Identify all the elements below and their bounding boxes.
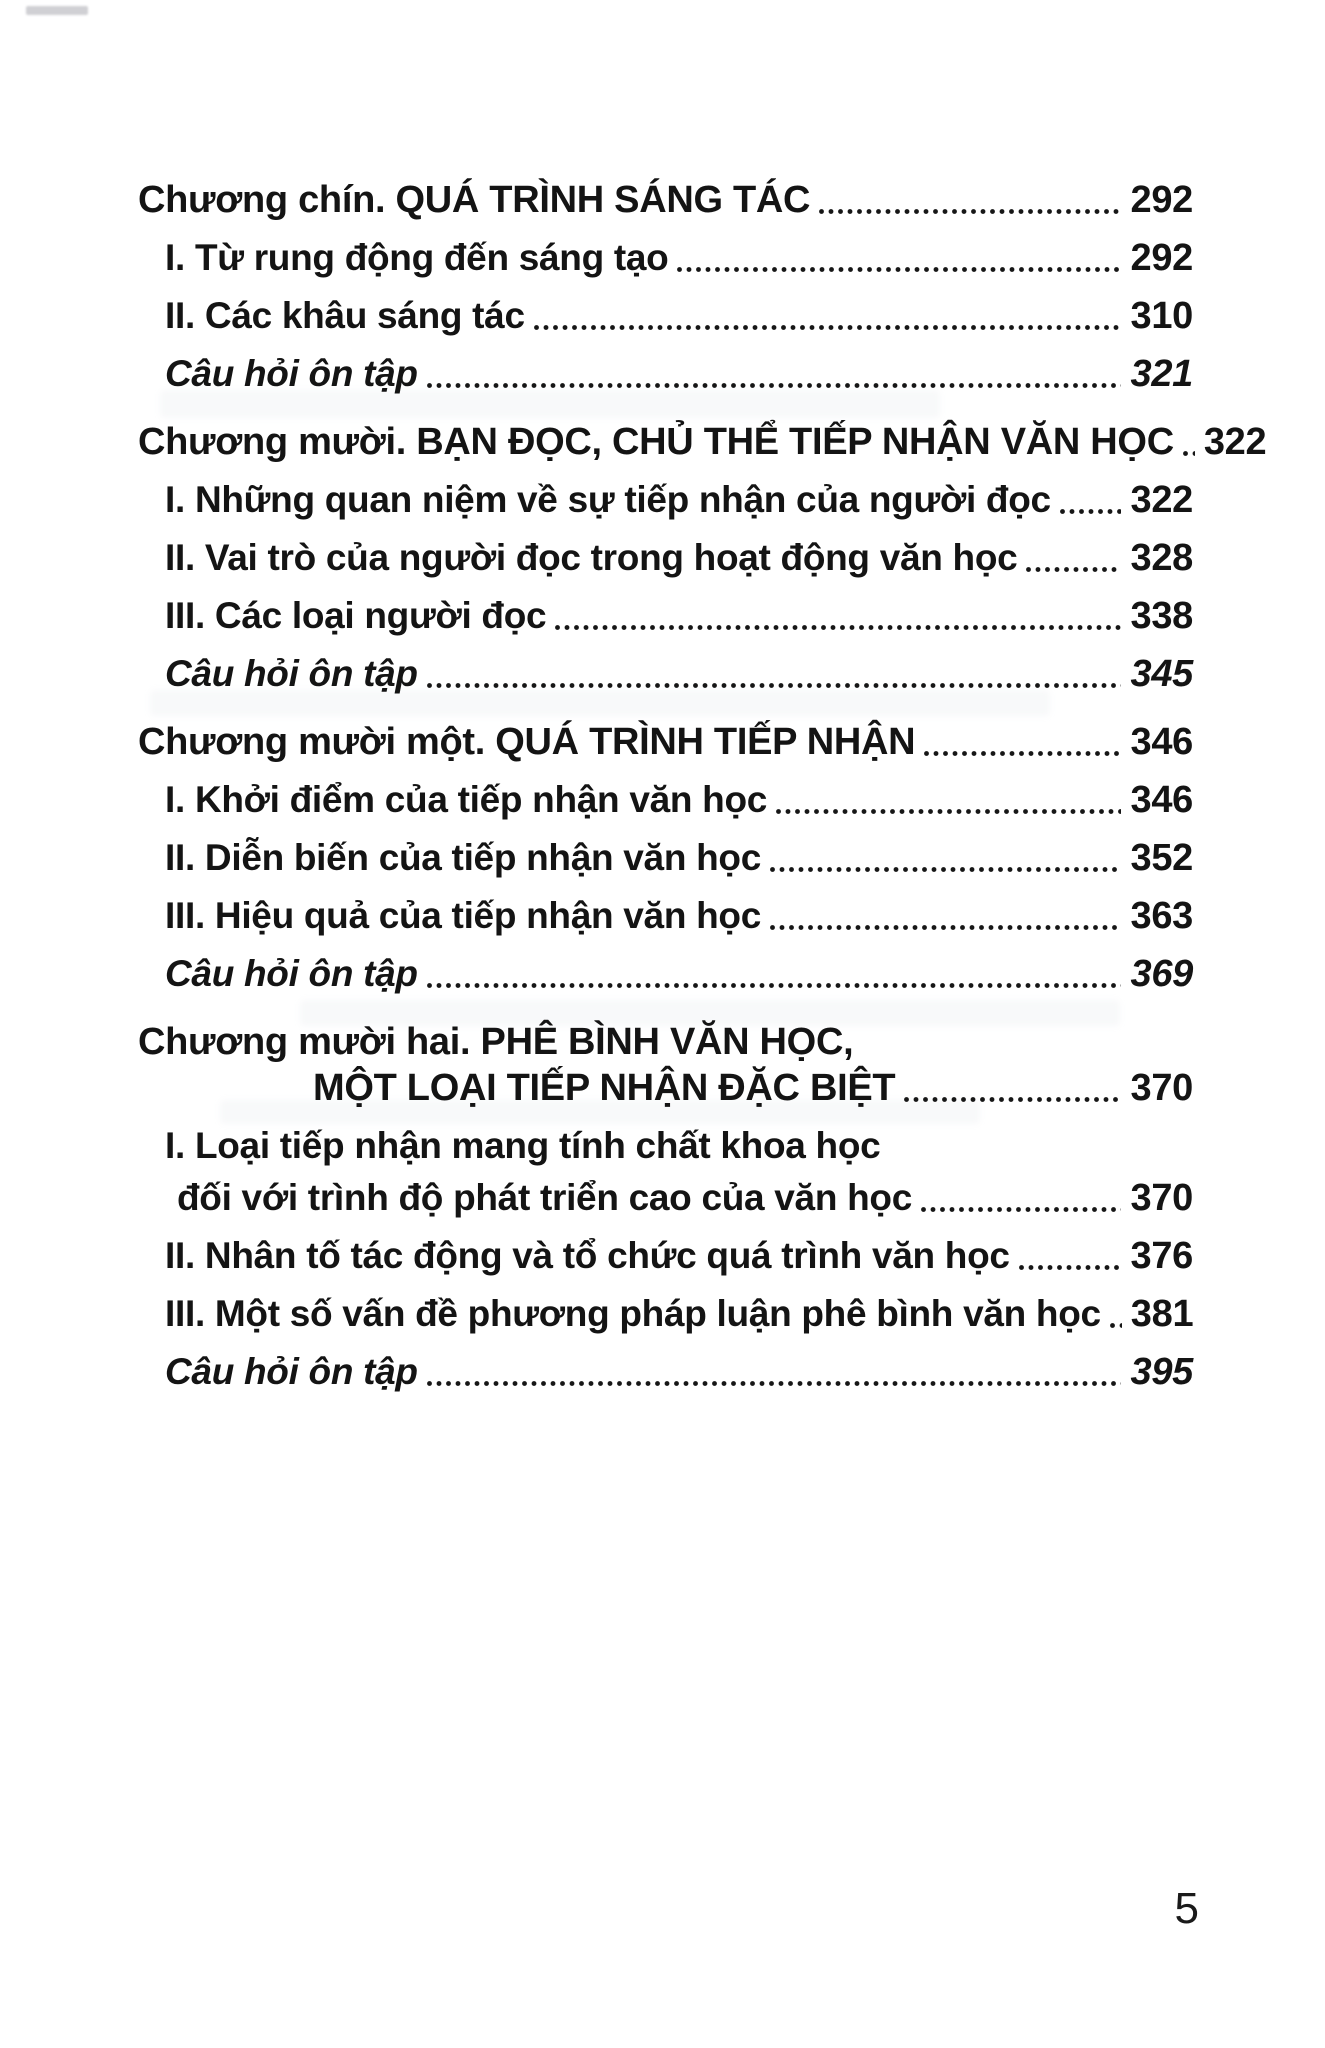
toc-entry xyxy=(138,887,1193,945)
toc-entry-label: III. Một số vấn đề phương pháp luận phê bình văn học xyxy=(165,1293,1101,1334)
toc-entry xyxy=(138,771,1193,829)
dot-leader xyxy=(427,383,1122,388)
toc-entry-page: 381 xyxy=(1130,1293,1194,1335)
toc-entry-page: 370 xyxy=(1130,1067,1193,1109)
dot-leader xyxy=(770,867,1121,872)
toc-entry-label: Chương chín. QUÁ TRÌNH SÁNG TÁC xyxy=(138,179,811,221)
toc-entry-page: 345 xyxy=(1130,653,1193,695)
toc-entry xyxy=(138,713,1193,771)
dot-leader xyxy=(819,209,1121,214)
toc-entry xyxy=(138,1117,1193,1175)
toc-entry-page: 352 xyxy=(1130,837,1193,879)
dot-leader xyxy=(427,683,1122,688)
dot-leader xyxy=(677,267,1121,272)
dot-leader xyxy=(1110,1323,1122,1328)
toc-entry xyxy=(138,229,1193,287)
dot-leader xyxy=(1183,451,1195,456)
toc-entry-page: 376 xyxy=(1130,1235,1193,1277)
toc-entry-page: 346 xyxy=(1130,779,1193,821)
dot-leader xyxy=(1026,567,1121,572)
toc-entry-label: MỘT LOẠI TIẾP NHẬN ĐẶC BIỆT xyxy=(313,1067,896,1109)
toc-entry-page: 322 xyxy=(1130,479,1193,521)
toc-entry-label: II. Nhân tố tác động và tổ chức quá trình văn học xyxy=(165,1235,1010,1276)
toc-entry-page: 322 xyxy=(1203,421,1267,463)
dot-leader xyxy=(555,625,1121,630)
toc-entry-label: I. Những quan niệm về sự tiếp nhận của người đọc xyxy=(165,479,1051,520)
toc-entry-page: 328 xyxy=(1130,537,1193,579)
toc-entry xyxy=(138,1227,1193,1285)
dot-leader xyxy=(921,1207,1121,1212)
toc-entry-page: 310 xyxy=(1130,295,1193,337)
toc-entry xyxy=(138,413,1267,471)
toc-entry-page: 292 xyxy=(1130,179,1193,221)
toc-entry-label: đối với trình độ phát triển cao của văn học xyxy=(177,1177,912,1218)
dot-leader xyxy=(776,809,1121,814)
toc-entry-page: 370 xyxy=(1130,1177,1193,1219)
toc-entry-label: I. Từ rung động đến sáng tạo xyxy=(165,237,669,278)
dot-leader xyxy=(770,925,1121,930)
toc-entry xyxy=(138,1343,1193,1401)
toc-entry-label: Câu hỏi ôn tập xyxy=(165,1351,418,1392)
toc-entry xyxy=(138,471,1193,529)
toc-entry xyxy=(138,945,1193,1003)
page-number: 5 xyxy=(1174,1884,1199,1933)
toc-entry-page: 346 xyxy=(1130,721,1193,763)
toc-entry-page: 338 xyxy=(1130,595,1193,637)
toc-entry xyxy=(138,287,1193,345)
dot-leader xyxy=(1060,509,1122,514)
scan-smudge xyxy=(26,6,88,15)
toc-entry xyxy=(138,645,1193,703)
dot-leader xyxy=(427,1381,1122,1386)
toc-entry-label: II. Vai trò của người đọc trong hoạt động văn học xyxy=(165,537,1018,578)
toc-entry xyxy=(138,345,1193,403)
toc-entry xyxy=(138,587,1193,645)
toc-entry-label: III. Hiệu quả của tiếp nhận văn học xyxy=(165,895,761,936)
toc-entry xyxy=(138,829,1193,887)
toc-entry-label: Chương mười hai. PHÊ BÌNH VĂN HỌC, xyxy=(138,1021,854,1063)
toc-list xyxy=(138,161,1267,1401)
toc-entry xyxy=(138,171,1193,229)
dot-leader xyxy=(1019,1265,1122,1270)
toc-entry-label: II. Diễn biến của tiếp nhận văn học xyxy=(165,837,761,878)
toc-entry-label: III. Các loại người đọc xyxy=(165,595,547,636)
dot-leader xyxy=(904,1097,1121,1102)
toc-entry-page: 369 xyxy=(1130,953,1193,995)
toc-entry-label: Câu hỏi ôn tập xyxy=(165,653,418,694)
toc-entry-label: I. Khởi điểm của tiếp nhận văn học xyxy=(165,779,768,820)
toc-entry-label: Chương mười một. QUÁ TRÌNH TIẾP NHẬN xyxy=(138,721,916,763)
toc-entry xyxy=(138,529,1193,587)
toc-entry-label: Câu hỏi ôn tập xyxy=(165,353,418,394)
dot-leader xyxy=(924,751,1121,756)
toc-entry-label: Câu hỏi ôn tập xyxy=(165,953,418,994)
toc-entry-page: 395 xyxy=(1130,1351,1193,1393)
toc-entry xyxy=(138,1169,1193,1227)
toc-entry xyxy=(138,1285,1193,1343)
toc-entry-page: 292 xyxy=(1130,237,1193,279)
toc-entry-label: Chương mười. BẠN ĐỌC, CHỦ THỂ TIẾP NHẬN VĂN HỌC xyxy=(138,421,1174,463)
toc-entry-label: I. Loại tiếp nhận mang tính chất khoa học xyxy=(165,1125,881,1166)
dot-leader xyxy=(427,983,1122,988)
dot-leader xyxy=(534,325,1122,330)
toc-entry-page: 363 xyxy=(1130,895,1193,937)
toc-entry-page: 321 xyxy=(1130,353,1193,395)
toc-entry-label: II. Các khâu sáng tác xyxy=(165,295,525,336)
